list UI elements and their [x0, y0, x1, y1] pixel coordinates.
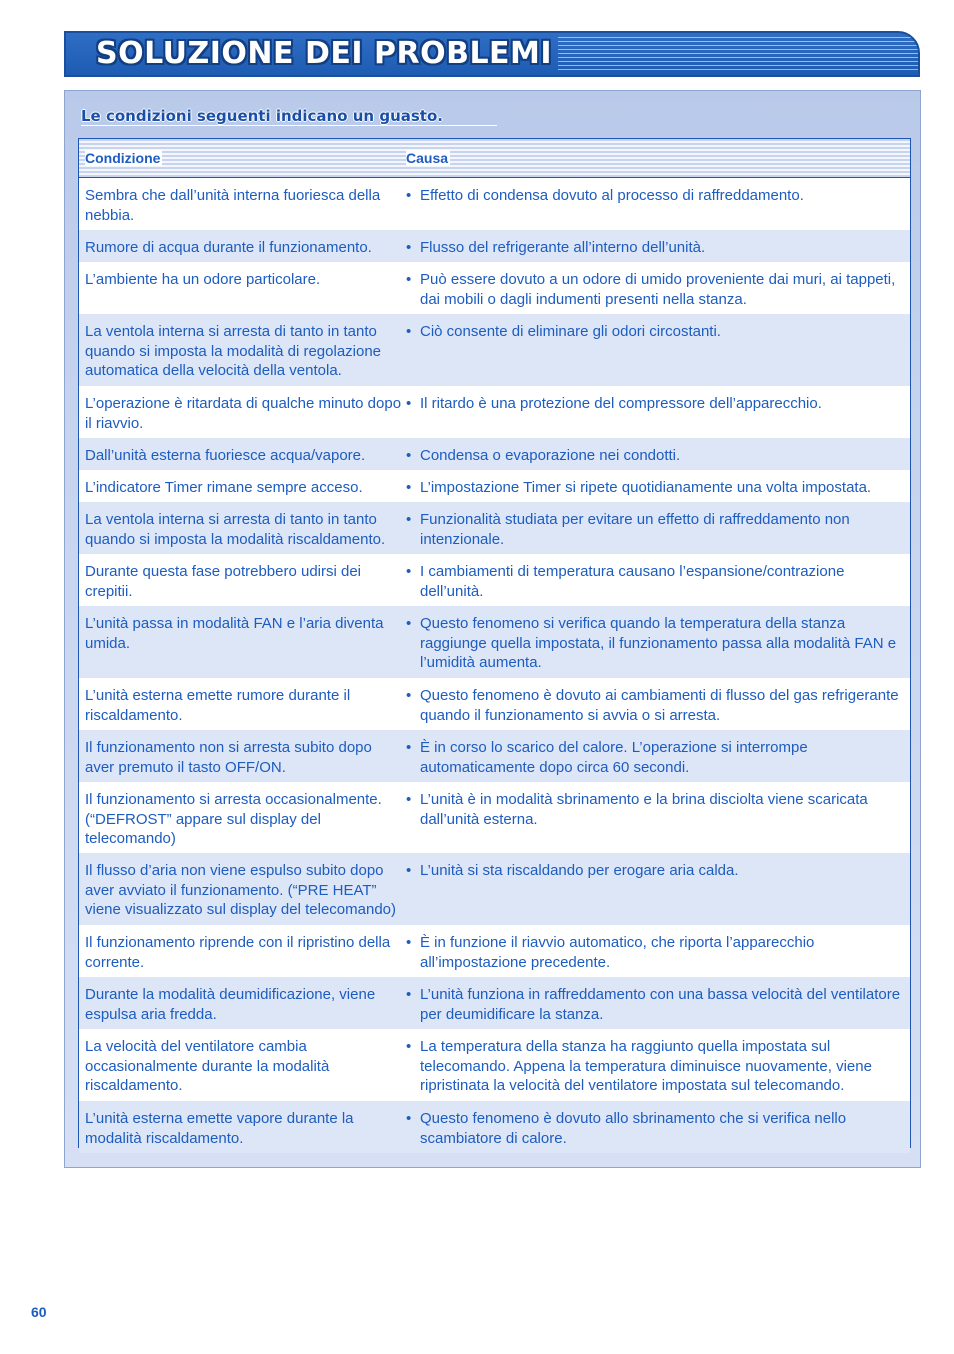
cause-cell: Ciò consente di eliminare gli odori circostanti.: [420, 323, 721, 340]
table-row: [79, 502, 910, 554]
bullet-marker: •: [406, 687, 412, 704]
cause-cell: Questo fenomeno si verifica quando la temperatura della stanza raggiunge quella impostata, il funzionamento passa alla modalità FAN e l’umidità aumenta.: [420, 615, 897, 671]
cause-cell: L’unità è in modalità sbrinamento e la brina disciolta viene scaricata dall’unità esterna.: [420, 791, 868, 828]
bullet-marker: •: [406, 1110, 412, 1127]
bullet-marker: •: [406, 563, 412, 580]
bullet-marker: •: [406, 271, 412, 288]
cause-cell: Il ritardo è una protezione del compressore dell’apparecchio.: [420, 395, 822, 412]
condition-cell: Il funzionamento si arresta occasionalmente. (“DEFROST” appare sul display del telecomando): [85, 791, 382, 847]
condition-cell: L’unità esterna emette vapore durante la modalità riscaldamento.: [85, 1110, 354, 1147]
table-row: [79, 1101, 910, 1153]
cause-cell: L’unità si sta riscaldando per erogare aria calda.: [420, 862, 739, 879]
cause-cell: Questo fenomeno è dovuto allo sbrinamento che si verifica nello scambiatore di calore.: [420, 1110, 847, 1147]
cause-cell: Può essere dovuto a un odore di umido proveniente dai muri, ai tappeti, dai mobili o dagli indumenti presenti nella stanza.: [420, 271, 896, 308]
banner-decorative-lines: [558, 37, 918, 71]
cause-cell: Flusso del refrigerante all’interno dell’unità.: [420, 239, 706, 256]
cause-cell: L’impostazione Timer si ripete quotidianamente una volta impostata.: [420, 479, 872, 496]
cause-cell: Effetto di condensa dovuto al processo di raffreddamento.: [420, 187, 804, 204]
condition-cell: La ventola interna si arresta di tanto in tanto quando si imposta la modalità riscaldamento.: [85, 511, 386, 548]
table-row: [79, 314, 910, 386]
condition-cell: La ventola interna si arresta di tanto in tanto quando si imposta la modalità di regolazione automatica della velocità della ventola.: [85, 323, 382, 379]
table-row: [79, 386, 910, 438]
bullet-marker: •: [406, 1038, 412, 1055]
cause-cell: La temperatura della stanza ha raggiunto quella impostata sul telecomando. Appena la temperatura diminuisce nuovamente, viene ripristinata la velocità del ventilatore impostata sul telecomando.: [420, 1038, 872, 1094]
table-row: [79, 178, 910, 230]
condition-cell: Il flusso d’aria non viene espulso subito dopo aver avviato il funzionamento. (“PRE HEAT” viene visualizzato sul display del telecomando): [85, 862, 397, 918]
condition-cell: Sembra che dall’unità interna fuoriesca della nebbia.: [85, 187, 381, 224]
bullet-marker: •: [406, 511, 412, 528]
bullet-marker: •: [406, 187, 412, 204]
table-row: [79, 730, 910, 782]
cause-cell: Condensa o evaporazione nei condotti.: [420, 447, 681, 464]
table-body: [79, 178, 910, 1153]
table-row: [79, 678, 910, 730]
condition-cell: Il funzionamento riprende con il ripristino della corrente.: [85, 934, 391, 971]
page-number: 60: [31, 1304, 47, 1320]
condition-cell: Durante la modalità deumidificazione, viene espulsa aria fredda.: [85, 986, 376, 1023]
troubleshooting-table: [78, 138, 911, 1148]
cause-cell: Questo fenomeno è dovuto ai cambiamenti di flusso del gas refrigerante quando il funzionamento si avvia o si arresta.: [420, 687, 899, 724]
cause-cell: È in corso lo scarico del calore. L’operazione si interrompe automaticamente dopo circa 60 secondi.: [420, 739, 808, 776]
table-row: [79, 606, 910, 678]
bullet-marker: •: [406, 395, 412, 412]
condition-cell: L’ambiente ha un odore particolare.: [85, 271, 321, 288]
condition-cell: Rumore di acqua durante il funzionamento.: [85, 239, 372, 256]
table-row: [79, 438, 910, 470]
cause-cell: È in funzione il riavvio automatico, che riporta l’apparecchio all’impostazione precedente.: [420, 934, 815, 971]
bullet-marker: •: [406, 739, 412, 756]
table-row: [79, 230, 910, 262]
section-subtitle: Le condizioni seguenti indicano un guasto.: [81, 107, 443, 125]
cause-cell: Funzionalità studiata per evitare un effetto di raffreddamento non intenzionale.: [420, 511, 850, 548]
condition-cell: Il funzionamento non si arresta subito dopo aver premuto il tasto OFF/ON.: [85, 739, 372, 776]
title-banner: [64, 31, 920, 77]
table-row: [79, 977, 910, 1029]
condition-cell: La velocità del ventilatore cambia occasionalmente durante la modalità riscaldamento.: [85, 1038, 330, 1094]
bullet-marker: •: [406, 862, 412, 879]
table-row: [79, 262, 910, 314]
bullet-marker: •: [406, 239, 412, 256]
table-header: [79, 139, 910, 178]
bullet-marker: •: [406, 934, 412, 951]
condition-cell: L’operazione è ritardata di qualche minuto dopo il riavvio.: [85, 395, 402, 432]
page-title: SOLUZIONE DEI PROBLEMI: [96, 36, 553, 71]
bullet-marker: •: [406, 791, 412, 808]
condition-cell: L’indicatore Timer rimane sempre acceso.: [85, 479, 363, 496]
table-row: [79, 470, 910, 502]
content-panel: [64, 90, 921, 1168]
bullet-marker: •: [406, 323, 412, 340]
bullet-marker: •: [406, 986, 412, 1003]
subtitle-underline: [81, 125, 497, 126]
column-header-cause: Causa: [406, 150, 449, 166]
condition-cell: L’unità esterna emette rumore durante il riscaldamento.: [85, 687, 351, 724]
table-row: [79, 925, 910, 977]
table-row: [79, 782, 910, 853]
bullet-marker: •: [406, 447, 412, 464]
table-row: [79, 853, 910, 925]
condition-cell: Durante questa fase potrebbero udirsi dei crepitii.: [85, 563, 362, 600]
bullet-marker: •: [406, 479, 412, 496]
column-header-condition: Condizione: [85, 150, 161, 166]
bullet-marker: •: [406, 615, 412, 632]
condition-cell: Dall’unità esterna fuoriesce acqua/vapore.: [85, 447, 366, 464]
cause-cell: L’unità funziona in raffreddamento con una bassa velocità del ventilatore per deumidificare la stanza.: [420, 986, 901, 1023]
table-row: [79, 1029, 910, 1101]
condition-cell: L’unità passa in modalità FAN e l’aria diventa umida.: [85, 615, 384, 652]
table-row: [79, 554, 910, 606]
cause-cell: I cambiamenti di temperatura causano l’espansione/contrazione dell’unità.: [420, 563, 845, 600]
